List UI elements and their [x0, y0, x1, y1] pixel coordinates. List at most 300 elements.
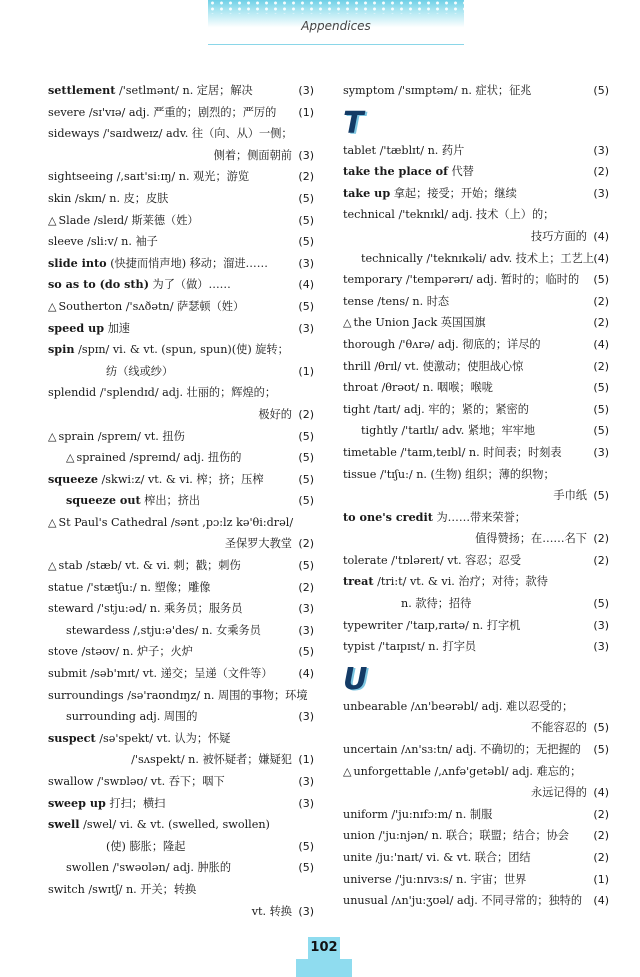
- entry-text: [48, 814, 270, 836]
- entry-unit-number: (2): [593, 532, 609, 546]
- section-s-continued: [343, 80, 609, 102]
- entry-definition: uniform /'ju:nɪfɔ:m/ n. 制服: [343, 807, 493, 821]
- entry-definition: 加速: [104, 321, 130, 335]
- triangle-marker-icon: △: [48, 299, 57, 313]
- entry-definition: 代替: [447, 165, 474, 179]
- entry-text: [553, 485, 587, 507]
- entry-definition: temporary /'tempərərɪ/ adj. 暂时的；临时的: [343, 273, 580, 287]
- entry-text: [343, 183, 517, 205]
- glossary-entry: [343, 183, 609, 205]
- entry-unit-number: (1): [298, 105, 314, 119]
- entry-definition: switch /swɪtʃ/ n. 开关；转换: [48, 882, 197, 896]
- glossary-entry: [48, 685, 314, 707]
- entry-definition: universe /'ju:nɪvɜ:s/ n. 宇宙；世界: [343, 872, 527, 886]
- entry-text: [48, 641, 193, 663]
- entry-unit-number: (2): [593, 359, 609, 373]
- entry-headword: so as to (do sth): [48, 277, 149, 292]
- entry-unit-number: (5): [593, 402, 609, 416]
- glossary-entry: [48, 749, 314, 771]
- entry-definition: symptom /'sɪmptəm/ n. 症状；征兆: [343, 84, 532, 97]
- entry-definition: typewriter /'taɪp,raɪtə/ n. 打字机: [343, 618, 521, 632]
- entry-text: [48, 598, 242, 620]
- glossary-entry: [343, 507, 609, 529]
- entry-text: [48, 469, 264, 491]
- glossary-entry: [343, 890, 609, 912]
- entry-unit-number: (4): [593, 786, 609, 800]
- left-column: [48, 80, 314, 922]
- glossary-entry: [48, 318, 314, 340]
- entry-unit-number: (5): [298, 213, 314, 227]
- entry-unit-number: (1): [593, 872, 609, 886]
- entry-text: [106, 836, 185, 858]
- entry-definition: Slade /sleɪd/ 斯莱德（姓）: [58, 213, 199, 227]
- glossary-entry: [343, 377, 609, 399]
- glossary-entry: [48, 469, 314, 491]
- glossary-entry: [343, 334, 609, 356]
- entry-unit-number: (3): [298, 904, 314, 918]
- glossary-entry: [48, 145, 314, 167]
- entry-text: [343, 869, 526, 891]
- glossary-entry: [343, 696, 609, 718]
- entry-unit-number: (5): [298, 494, 314, 508]
- entry-definition: 极好的: [258, 407, 292, 421]
- entry-definition: n. 款待；招待: [401, 597, 472, 611]
- glossary-entry: [48, 836, 314, 858]
- entry-unit-number: (3): [298, 84, 314, 97]
- glossary-entry: [343, 717, 609, 739]
- triangle-marker-icon: △: [343, 764, 352, 778]
- entry-definition: thorough /'θʌrə/ adj. 彻底的；详尽的: [343, 337, 541, 351]
- entry-unit-number: (5): [593, 381, 609, 395]
- entry-headword: to one's credit: [343, 509, 433, 524]
- entry-unit-number: (5): [298, 299, 314, 313]
- entry-definition: tolerate /'tɒləreɪt/ vt. 容忍；忍受: [343, 553, 522, 567]
- glossary-entry: [48, 512, 314, 534]
- entry-text: [48, 512, 293, 534]
- entry-definition: /skwi:z/ vt. & vi. 榨；挤；压榨: [97, 472, 264, 486]
- glossary-entry: [48, 80, 314, 102]
- entry-headword: speed up: [48, 320, 105, 335]
- glossary-entry: [343, 399, 609, 421]
- glossary-entry: [343, 356, 609, 378]
- entry-text: [48, 166, 249, 188]
- glossary-entry: [48, 166, 314, 188]
- entry-text: [48, 296, 244, 318]
- entry-text: [343, 161, 474, 183]
- entry-definition: steward /'stju:əd/ n. 乘务员；服务员: [48, 602, 243, 616]
- entry-definition: 打扫；横扫: [105, 796, 166, 810]
- entry-unit-number: (5): [298, 861, 314, 875]
- entry-definition: 技巧方面的: [531, 229, 587, 243]
- entry-unit-number: (4): [298, 667, 314, 681]
- entry-unit-number: (2): [593, 553, 609, 567]
- entry-text: [48, 793, 165, 815]
- entry-definition: /spɪn/ vi. & vt. (spun, spun)(使) 旋转；: [74, 343, 289, 357]
- entry-text: [361, 420, 535, 442]
- entry-definition: vt. 转换: [251, 904, 292, 918]
- entry-definition: swollen /'swəʊlən/ adj. 肿胀的: [66, 861, 232, 875]
- entry-text: [66, 706, 197, 728]
- glossary-entry: [48, 577, 314, 599]
- entry-definition: (使) 膨胀；隆起: [106, 839, 186, 853]
- entry-unit-number: (3): [298, 148, 314, 162]
- glossary-entry: [48, 793, 314, 815]
- entry-unit-number: (2): [298, 170, 314, 184]
- glossary-entry: [343, 464, 609, 486]
- entry-text: [343, 761, 581, 783]
- glossary-entry: [343, 140, 609, 162]
- glossary-entry: [48, 728, 314, 750]
- entry-definition: stab /stæb/ vt. & vi. 刺；戳；刺伤: [58, 559, 241, 573]
- entry-text: [343, 464, 555, 486]
- entry-unit-number: (3): [593, 186, 609, 200]
- entry-text: [343, 399, 529, 421]
- entry-definition: surroundings /sə'raʊndɪŋz/ n. 周围的事物；环境: [48, 688, 308, 702]
- entry-definition: surrounding adj. 周围的: [66, 710, 198, 724]
- entry-headword: settlement: [48, 83, 116, 97]
- section-letter-u: [343, 661, 609, 697]
- glossary-entry: [343, 869, 609, 891]
- entry-definition: sprain /spreɪn/ vt. 扭伤: [58, 429, 185, 443]
- glossary-entry: [343, 528, 609, 550]
- glossary-entry: [343, 804, 609, 826]
- glossary-entry: [343, 226, 609, 248]
- entry-unit-number: (2): [593, 294, 609, 308]
- glossary-entry: [48, 814, 314, 836]
- entry-definition: tense /tens/ n. 时态: [343, 294, 450, 308]
- entry-text: [48, 210, 199, 232]
- entry-text: [48, 728, 230, 750]
- entry-unit-number: (5): [593, 721, 609, 735]
- entry-text: [258, 404, 292, 426]
- entry-definition: St Paul's Cathedral /sənt ,pɔ:lz kə'θi:drəl/: [58, 515, 294, 529]
- entry-definition: sightseeing /,saɪt'si:ɪŋ/ n. 观光；游览: [48, 170, 250, 184]
- entry-text: [343, 890, 582, 912]
- entry-definition: /'sʌspekt/ n. 被怀疑者；嫌疑犯: [131, 753, 292, 767]
- entry-unit-number: (3): [593, 640, 609, 654]
- entry-definition: 侧着；侧面朝前: [213, 148, 292, 162]
- entry-text: [48, 123, 293, 145]
- entry-text: [225, 533, 292, 555]
- glossary-entry: [343, 420, 609, 442]
- entry-unit-number: (1): [298, 753, 314, 767]
- entry-text: [343, 615, 520, 637]
- entry-text: [531, 782, 587, 804]
- entry-unit-number: (2): [593, 807, 609, 821]
- entry-text: [48, 663, 273, 685]
- entry-unit-number: (4): [298, 278, 314, 292]
- entry-definition: 为……带来荣誉；: [432, 510, 526, 524]
- glossary-entry: [343, 571, 609, 593]
- entry-text: [252, 901, 292, 923]
- entry-definition: /'setlmənt/ n. 定居；解决: [115, 84, 253, 97]
- entry-definition: (快捷而悄声地) 移动；溜进……: [106, 256, 268, 270]
- entry-definition: technical /'teknɪkl/ adj. 技术（上）的；: [343, 208, 555, 222]
- entry-unit-number: (5): [593, 489, 609, 503]
- entry-unit-number: (5): [298, 451, 314, 465]
- glossary-entry: [343, 80, 609, 102]
- entry-unit-number: (4): [593, 229, 609, 243]
- section-letter-t: [343, 105, 609, 141]
- entry-definition: Southerton /'sʌðətn/ 萨瑟顿（姓）: [58, 299, 245, 313]
- entry-text: [343, 571, 548, 593]
- glossary-entry: [48, 253, 314, 275]
- entry-unit-number: (1): [298, 364, 314, 378]
- entry-headword: sweep up: [48, 795, 106, 810]
- glossary-entry: [48, 879, 314, 901]
- entry-definition: 不能容忍的: [531, 721, 587, 735]
- entry-definition: typist /'taɪpɪst/ n. 打字员: [343, 640, 477, 654]
- entry-headword: take up: [343, 185, 391, 200]
- entry-unit-number: (4): [593, 251, 609, 265]
- entry-headword: suspect: [48, 730, 96, 745]
- glossary-entry: [48, 490, 314, 512]
- entry-text: [48, 339, 289, 361]
- glossary-entry: [343, 204, 609, 226]
- header-band: [208, 0, 464, 46]
- entry-unit-number: (4): [593, 337, 609, 351]
- glossary-entry: [343, 739, 609, 761]
- entry-definition: swallow /'swɒləʊ/ vt. 吞下；咽下: [48, 775, 225, 788]
- entry-text: [48, 555, 241, 577]
- entry-definition: sprained /spreɪnd/ adj. 扭伤的: [76, 451, 242, 465]
- entry-definition: skin /skɪn/ n. 皮；皮肤: [48, 191, 169, 205]
- entry-definition: unforgettable /,ʌnfə'getəbl/ adj. 难忘的；: [353, 764, 582, 778]
- glossary-entry: [343, 615, 609, 637]
- glossary-entry: [343, 269, 609, 291]
- entry-definition: 纺（线或纱）: [106, 364, 174, 378]
- glossary-entry: [48, 361, 314, 383]
- entry-definition: tablet /'tæblɪt/ n. 药片: [343, 143, 465, 157]
- glossary-entry: [48, 555, 314, 577]
- entry-unit-number: (4): [593, 894, 609, 908]
- glossary-entry: [48, 404, 314, 426]
- glossary-entry: [343, 442, 609, 464]
- entry-unit-number: (3): [298, 321, 314, 335]
- entry-text: [361, 248, 594, 270]
- glossary-entry: [48, 274, 314, 296]
- entry-text: [106, 361, 173, 383]
- entry-text: [48, 426, 185, 448]
- entry-text: [531, 717, 587, 739]
- entry-text: [214, 145, 292, 167]
- entry-text: [343, 334, 541, 356]
- glossary-entry: [48, 339, 314, 361]
- entry-unit-number: (3): [298, 796, 314, 810]
- section-u-entries: [343, 696, 609, 912]
- entry-text: [48, 80, 253, 102]
- entry-unit-number: (2): [298, 407, 314, 421]
- entry-unit-number: (3): [298, 602, 314, 616]
- entry-definition: 永远记得的: [531, 786, 587, 800]
- entry-definition: tight /taɪt/ adj. 牢的；紧的；紧密的: [343, 402, 529, 416]
- glossary-entry: [48, 706, 314, 728]
- glossary-entry: [48, 598, 314, 620]
- entry-text: [66, 447, 241, 469]
- entry-text: [48, 382, 276, 404]
- glossary-entry: [48, 296, 314, 318]
- entry-definition: stewardess /,stju:ə'des/ n. 女乘务员: [66, 623, 261, 637]
- entry-text: [48, 771, 225, 793]
- entry-text: [343, 696, 573, 718]
- glossary-entry: [343, 782, 609, 804]
- entry-unit-number: (2): [593, 829, 609, 843]
- entry-unit-number: (3): [298, 256, 314, 270]
- entry-text: [48, 231, 158, 253]
- entry-unit-number: (3): [298, 775, 314, 788]
- entry-definition: stove /stəʊv/ n. 炉子；火炉: [48, 645, 193, 659]
- entry-definition: 手巾纸: [553, 489, 587, 503]
- glossary-entry: [343, 485, 609, 507]
- entry-text: [343, 312, 486, 334]
- glossary-entry: [343, 593, 609, 615]
- entry-definition: union /'ju:njən/ n. 联合；联盟；结合；协会: [343, 829, 569, 843]
- entry-unit-number: (5): [298, 472, 314, 486]
- entry-unit-number: (2): [298, 537, 314, 551]
- glossary-entry: [343, 550, 609, 572]
- entry-unit-number: (5): [593, 424, 609, 438]
- entry-definition: 榨出；挤出: [140, 494, 201, 508]
- entry-text: [48, 879, 196, 901]
- entry-text: [66, 620, 261, 642]
- entry-unit-number: (5): [593, 597, 609, 611]
- entry-text: [66, 857, 231, 879]
- glossary-entry: [48, 620, 314, 642]
- entry-unit-number: (3): [593, 445, 609, 459]
- entry-text: [475, 528, 587, 550]
- entry-definition: /sə'spekt/ vt. 认为；怀疑: [95, 731, 231, 745]
- glossary-entry: [48, 533, 314, 555]
- entry-text: [343, 739, 581, 761]
- entry-unit-number: (3): [298, 623, 314, 637]
- entry-text: [343, 636, 476, 658]
- entry-unit-number: (5): [298, 191, 314, 205]
- glossary-entry: [343, 161, 609, 183]
- entry-definition: sleeve /sli:v/ n. 袖子: [48, 235, 158, 249]
- entry-text: [343, 204, 554, 226]
- entry-text: [343, 442, 562, 464]
- entry-unit-number: (5): [593, 84, 609, 97]
- entry-text: [48, 188, 168, 210]
- header-dots-decoration: [208, 0, 464, 14]
- entry-headword: slide into: [48, 255, 107, 270]
- header-title: Appendices: [301, 19, 371, 33]
- triangle-marker-icon: △: [48, 515, 57, 529]
- entry-definition: technically /'teknɪkəli/ adv. 技术上；工艺上: [361, 251, 594, 265]
- entry-headword: treat: [343, 574, 374, 589]
- glossary-entry: [48, 771, 314, 793]
- entry-text: [48, 253, 268, 275]
- entry-unit-number: (5): [298, 429, 314, 443]
- right-column: [343, 80, 609, 912]
- entry-unit-number: (2): [593, 165, 609, 179]
- glossary-entry: [48, 901, 314, 923]
- entry-unit-number: (5): [298, 839, 314, 853]
- entry-text: [131, 749, 292, 771]
- entry-definition: 值得赞扬；在……名下: [475, 532, 587, 546]
- entry-definition: statue /'stætʃu:/ n. 塑像；雕像: [48, 580, 211, 594]
- triangle-marker-icon: △: [48, 213, 57, 227]
- entry-text: [531, 226, 587, 248]
- entry-text: [343, 269, 579, 291]
- triangle-marker-icon: △: [48, 429, 57, 443]
- glossary-entry: [48, 210, 314, 232]
- letter-u-heading: U: [343, 661, 368, 697]
- glossary-entry: [343, 636, 609, 658]
- entry-unit-number: (5): [593, 273, 609, 287]
- entry-definition: 为了（做）……: [149, 278, 231, 292]
- entry-text: [66, 490, 200, 512]
- glossary-entry: [48, 123, 314, 145]
- entry-definition: thrill /θrɪl/ vt. 使激动；使胆战心惊: [343, 359, 524, 373]
- entry-unit-number: (5): [593, 743, 609, 757]
- glossary-entry: [48, 382, 314, 404]
- glossary-entry: [48, 857, 314, 879]
- entry-definition: severe /sɪ'vɪə/ adj. 严重的；剧烈的；严厉的: [48, 105, 277, 119]
- entry-unit-number: (2): [298, 580, 314, 594]
- entry-definition: throat /θrəʊt/ n. 咽喉；喉咙: [343, 381, 493, 395]
- glossary-entry: [48, 426, 314, 448]
- glossary-entry: [343, 847, 609, 869]
- glossary-entry: [48, 663, 314, 685]
- entry-text: [343, 507, 526, 529]
- entry-unit-number: (3): [298, 710, 314, 724]
- entry-unit-number: (5): [298, 235, 314, 249]
- glossary-entry: [343, 825, 609, 847]
- entry-text: [343, 377, 493, 399]
- entry-text: [48, 274, 231, 296]
- entry-unit-number: (2): [593, 851, 609, 864]
- letter-t-heading: T: [343, 105, 364, 141]
- glossary-entry: [48, 641, 314, 663]
- entry-text: [343, 356, 523, 378]
- entry-text: [343, 140, 464, 162]
- entry-text: [343, 847, 531, 869]
- entry-headword: take the place of: [343, 164, 448, 179]
- entry-definition: submit /səb'mɪt/ vt. 递交；呈递（文件等）: [48, 667, 273, 681]
- entry-definition: sideways /'saɪdweɪz/ adv. 往（向、从）一侧；: [48, 127, 293, 141]
- entry-definition: splendid /'splendɪd/ adj. 壮丽的；辉煌的；: [48, 386, 277, 400]
- entry-text: [343, 804, 492, 826]
- glossary-entry: [48, 188, 314, 210]
- entry-text: [48, 102, 276, 124]
- page-number: 102: [308, 937, 340, 959]
- entry-unit-number: (3): [593, 143, 609, 157]
- entry-text: [48, 318, 130, 340]
- triangle-marker-icon: △: [66, 451, 75, 465]
- glossary-entry: [48, 231, 314, 253]
- entry-definition: /swel/ vi. & vt. (swelled, swollen): [79, 818, 270, 832]
- page-number-bar: [296, 959, 352, 977]
- entry-unit-number: (5): [298, 559, 314, 573]
- entry-text: [343, 550, 521, 572]
- glossary-entry: [48, 102, 314, 124]
- entry-text: [48, 577, 210, 599]
- glossary-entry: [343, 248, 609, 270]
- entry-unit-number: (5): [298, 645, 314, 659]
- entry-unit-number: (3): [593, 618, 609, 632]
- entry-definition: unite /ju:'naɪt/ vi. & vt. 联合；团结: [343, 851, 531, 864]
- entry-headword: swell: [48, 817, 80, 832]
- entry-unit-number: (2): [593, 316, 609, 330]
- entry-text: [343, 80, 531, 102]
- entry-headword: squeeze out: [66, 493, 141, 508]
- entry-definition: uncertain /ʌn'sɜ:tn/ adj. 不确切的；无把握的: [343, 743, 581, 757]
- entry-definition: tightly /'taɪtlɪ/ adv. 紧地；牢牢地: [361, 424, 536, 438]
- entry-text: [48, 685, 308, 707]
- triangle-marker-icon: △: [343, 316, 352, 330]
- entry-text: [343, 291, 449, 313]
